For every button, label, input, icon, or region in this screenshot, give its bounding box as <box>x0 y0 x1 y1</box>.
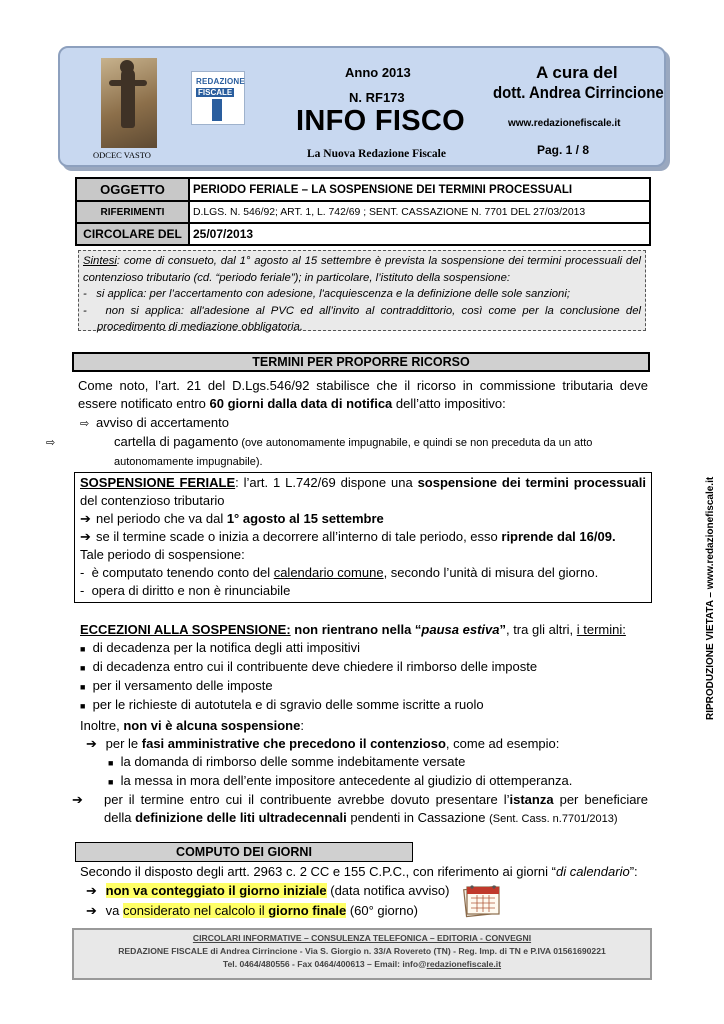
inoltre-list: ➔ per le fasi amministrative che precedono il contenzioso, come ad esempio: ■ la domanda di rimborso delle somme indebitamente versate ■ la messa in mora dell’ente impositore antecedente al giudizio di ottemperanza. ➔ per il termine entro cui il contribuente avrebbe dovuto presentare l’istanza per beneficiare della definizione delle liti ultradecennali pendenti in Cassazione (Sent. Cass. n.7701/2013) <box>72 736 648 825</box>
list-item: per le richieste di autotutela e di sgravio delle somme iscritte a ruolo <box>92 697 484 712</box>
list-item: cartella di pagamento <box>114 434 239 449</box>
anno-label: Anno 2013 <box>345 65 411 80</box>
termini-paragraph: Come noto, l’art. 21 del D.Lgs.546/92 stabilisce che il ricorso in commissione tributaria deve essere notificato entro 60 giorni dalla data di notifica dell’atto impositivo: <box>78 378 648 411</box>
riferimenti-label: RIFERIMENTI <box>76 201 189 223</box>
list-item: di decadenza per la notifica degli atti impositivi <box>92 640 361 655</box>
page-number: Pag. 1 / 8 <box>537 143 590 157</box>
sintesi-label: Sintesi <box>83 255 117 267</box>
sintesi-text: : come di consueto, dal 1° agosto al 15 settembre è prevista la sospensione dei termini processuali del contenzioso tributario (cd. “periodo feriale”); in particolare, l’istituto della sospensione: <box>83 255 641 284</box>
computo-paragraph: Secondo il disposto degli artt. 2963 c. 2 CC e 155 C.P.C., con riferimento ai giorni “di calendario”: <box>80 864 638 879</box>
hollow-arrow-icon: ⇨ <box>46 437 56 449</box>
hollow-arrow-icon: ⇨ <box>80 418 90 430</box>
section-title-termini: TERMINI PER PROPORRE RICORSO <box>72 352 650 372</box>
side-copyright-text: RIPRODUZIONE VIETATA – www.redazionefiscale.it <box>705 476 716 720</box>
riferimenti-value: D.LGS. N. 546/92; ART. 1, L. 742/69 ; SENT. CASSAZIONE N. 7701 DEL 27/03/2013 <box>189 201 650 223</box>
list-item: per il versamento delle imposte <box>92 678 273 693</box>
footer <box>72 928 652 980</box>
meta-table <box>75 177 651 246</box>
arrow-icon: ➔ <box>80 511 91 526</box>
eccezioni-list: ■ di decadenza per la notifica degli atti impositivi ■ di decadenza entro cui il contribuente deve chiedere il rimborso delle imposte ■ per il versamento delle imposte ■ per le richieste di autotutela e di sgravio delle somme iscritte a ruolo <box>80 640 538 712</box>
arrow-icon: ➔ <box>86 903 97 918</box>
arrow-icon: ➔ <box>80 529 91 544</box>
sintesi-item: non si applica: all'adesione al PVC ed all’invito al contraddittorio, così come per la conclusione del procedimento di mediazione obbligatoria. <box>97 304 641 334</box>
footer-line1: CIRCOLARI INFORMATIVE – CONSULENZA TELEFONICA – EDITORIA - CONVEGNI <box>192 933 532 943</box>
footer-line3: Tel. 0464/480556 - Fax 0464/400613 – Email: info@ <box>222 959 427 969</box>
list-item: di decadenza entro cui il contribuente deve chiedere il rimborso delle imposte <box>92 659 538 674</box>
computo-list: ➔ non va conteggiato il giorno iniziale (data notifica avviso) ➔ va considerato nel calcolo il giorno finale (60° giorno) <box>86 883 450 918</box>
sospensione-list: ➔ nel periodo che va dal 1° agosto al 15 settembre ➔ se il termine scade o inizia a decorrere all’interno di tale periodo, esso riprende dal 16/09. Tale periodo di sospensione: - è computato tenendo conto del calendario comune, secondo l’unità di misura del giorno. - opera di diritto e non è rinunciabile <box>80 511 616 598</box>
eccezioni-title: ECCEZIONI ALLA SOSPENSIONE: <box>80 622 291 637</box>
statue-image <box>101 58 157 148</box>
sospensione-title: SOSPENSIONE FERIALE <box>80 475 236 490</box>
author-line1: A cura del <box>536 63 618 82</box>
page-title: INFO FISCO <box>296 105 465 137</box>
calendar-icon <box>462 884 502 923</box>
arrow-icon: ➔ <box>72 792 83 807</box>
footer-line2: REDAZIONE FISCALE di Andrea Cirrincione - Via S. Giorgio n. 33/A Rovereto (TN) - Reg. Imp. di TN e P.IVA 01561690221 <box>118 946 606 956</box>
list-item: avviso di accertamento <box>96 415 229 430</box>
inoltre-paragraph: Inoltre, non vi è alcuna sospensione: <box>80 718 304 733</box>
footer-email-link[interactable]: redazionefiscale.it <box>426 959 502 969</box>
circolare-label: CIRCOLARE DEL <box>76 223 189 245</box>
redazione-fiscale-logo: REDAZIONE FISCALE <box>191 71 245 125</box>
section-title-computo: COMPUTO DEI GIORNI <box>75 842 413 862</box>
termini-list: ⇨ avviso di accertamento ⇨ cartella di pagamento (ove autonomamente impugnabile, e quindi se non preceduta da un atto autonomamente impugnabile). <box>46 415 593 468</box>
eccezioni-heading: ECCEZIONI ALLA SOSPENSIONE: non rientrano nella “pausa estiva”, tra gli altri, i termini: <box>80 622 626 637</box>
arrow-icon: ➔ <box>86 736 97 751</box>
sospensione-paragraph: SOSPENSIONE FERIALE: l’art. 1 L.742/69 dispone una sospensione dei termini processuali del contenzioso tributario <box>80 475 647 508</box>
org-label: ODCEC VASTO <box>93 150 151 160</box>
website-label: www.redazionefiscale.it <box>508 118 621 129</box>
arrow-icon: ➔ <box>86 883 97 898</box>
numero-label: N. RF173 <box>349 90 405 105</box>
subtitle: La Nuova Redazione Fiscale <box>307 148 446 160</box>
circolare-value: 25/07/2013 <box>189 223 650 245</box>
oggetto-label: OGGETTO <box>76 178 189 201</box>
sintesi-box: Sintesi: come di consueto, dal 1° agosto al 15 settembre è prevista la sospensione dei termini processuali del contenzioso tributario (cd. “periodo feriale”); in particolare, l’istituto della sospensione: - si applica: per l’accertamento con adesione, l'acquiescenza e la definizione delle sole sanzioni; - non si applica: all'adesione al PVC ed all’invito al contraddittorio, così come per la conclusione del procedimento di mediazione obbligatoria. <box>78 250 646 331</box>
sintesi-item: si applica: per l’accertamento con adesione, l'acquiescenza e la definizione delle sole sanzioni; <box>96 288 570 301</box>
author-line2: dott. Andrea Cirrincione <box>493 83 664 102</box>
oggetto-value: PERIODO FERIALE – LA SOSPENSIONE DEI TERMINI PROCESSUALI <box>189 178 650 201</box>
